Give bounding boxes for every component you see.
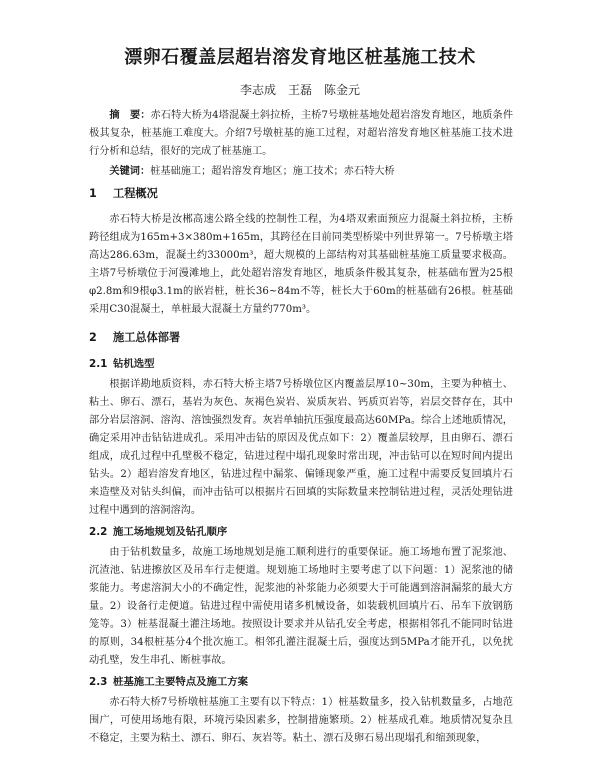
section-heading-1 [89, 185, 513, 203]
subsection-heading-2-1 [89, 355, 513, 373]
paper-body [89, 107, 513, 748]
section-1-paragraph: 赤石特大桥是汝郴高速公路全线的控制性工程，为4塔双索面预应力混凝土斜拉桥，主桥跨径组成为165m+3×380m+165m，其跨径在目前同类型桥梁中列世界第一。7号桥墩主塔高达286.63m，混凝土约33000m³，超大规模的上部结构对其基础桩基施工质量要求极高。主塔7号桥墩位于河漫滩地上，此处超岩溶发育地区，地质条件极其复杂，桩基础布置为25根φ2.8m和9根φ3.1m的嵌岩桩，桩长36~84m不等，桩长大于60m的桩基础有26根。桩基础采用C30混凝土，单桩最大混凝土方量约770m³。 [89, 214, 513, 315]
keywords-text: 桩基础施工；超岩溶发育地区；施工技术；赤石特大桥 [150, 166, 395, 177]
subsection-heading-2-2 [89, 523, 513, 541]
abstract-text: 赤石特大桥为4塔混凝土斜拉桥，主桥7号墩桩基地处超岩溶发育地区，地质条件极其复杂，桩基施工难度大。介绍7号墩桩基的施工过程，对超岩溶发育地区桩基施工技术进行分析和总结，很好的完成了桩基施工。 [89, 110, 514, 157]
subsection-number: 2.2 [89, 526, 108, 538]
subsection-title: 施工场地规划及钻孔顺序 [113, 526, 228, 538]
subsection-heading-2-3 [89, 673, 513, 691]
subsection-2-2-paragraph: 由于钻机数量多，故施工场地规划是施工顺利进行的重要保证。施工场地布置了泥浆池、沉渣池、钻进擦放区及吊车行走便道。规划施工场地时主要考虑了以下问题：1）泥浆池的储浆能力。考虑溶洞大小的不确定性，泥浆池的补浆能力必须要大于可能遇到溶洞漏浆的最大方量。2）设备行走便道。钻进过程中需使用诸多机械设备，如装载机回填片石、吊车下放钢筋笼等。3）桩基混凝土灌注场地。按照设计要求并从钻孔安全考虑，根据相邻孔不能同时钻进的原则，34根桩基分4个批次施工。相邻孔灌注混凝土后，强度达到5MPa才能开孔，以免扰动孔壁，发生串孔、断桩事故。 [89, 547, 513, 666]
subsection-2-1-paragraph: 根据详勘地质资料，赤石特大桥主塔7号桥墩位区内覆盖层厚10~30m，主要为种植土、粘土、卵石、漂石，基岩为灰色、灰褐色炭岩、炭质灰岩、钙质页岩等，岩层交替存在，其中部分岩层溶洞、溶沟、溶蚀强烈发育。灰岩单轴抗压强度最高达60MPa。综合上述地质情况，确定采用冲击钻钻进成孔。采用冲击钻的原因及优点如下：2）覆盖层较厚，且由卵石、漂石组成，成孔过程中孔壁极不稳定，钻进过程中塌孔现象时常出现，冲击钻可以在短时间内提出钻头。2）超岩溶发育地区，钻进过程中漏浆、偏锤现象严重，施工过程中需要反复回填片石来造壁及对钻头纠偏，而冲击钻可以根据片石回填的实际数量来控制钻进过程，灵活处理钻进过程中遇到的溶洞溶沟。 [89, 379, 513, 516]
keywords-label: 关键词： [109, 166, 151, 177]
subsection-title: 钻机选型 [113, 358, 155, 370]
subsection-2-3-paragraph: 赤石特大桥7号桥墩桩基施工主要有以下特点：1）桩基数量多，投入钻机数量多，占地范围广，可使用场地有限，环境污染因素多，控制措施繁琐。2）桩基成孔难。地质情况复杂且不稳定，主要为粘土、漂石、卵石、灰岩等。粘土、漂石及卵石易出现塌孔和缩颈现象， [89, 697, 513, 744]
section-title: 工程概况 [113, 187, 158, 200]
subsection-number: 2.3 [89, 676, 108, 688]
abstract-label: 摘 要： [109, 110, 151, 121]
section-heading-2 [89, 329, 513, 347]
keywords [89, 163, 513, 181]
section-number: 1 [89, 187, 97, 200]
paper-title: 漂卵石覆盖层超岩溶发育地区桩基施工技术 [124, 47, 476, 68]
abstract [89, 107, 513, 161]
section-title: 施工总体部署 [113, 331, 181, 344]
subsection-number: 2.1 [89, 358, 108, 370]
authors: 李志成 王磊 陈金元 [239, 83, 360, 97]
subsection-title: 桩基施工主要特点及施工方案 [113, 676, 249, 688]
section-number: 2 [89, 331, 97, 344]
